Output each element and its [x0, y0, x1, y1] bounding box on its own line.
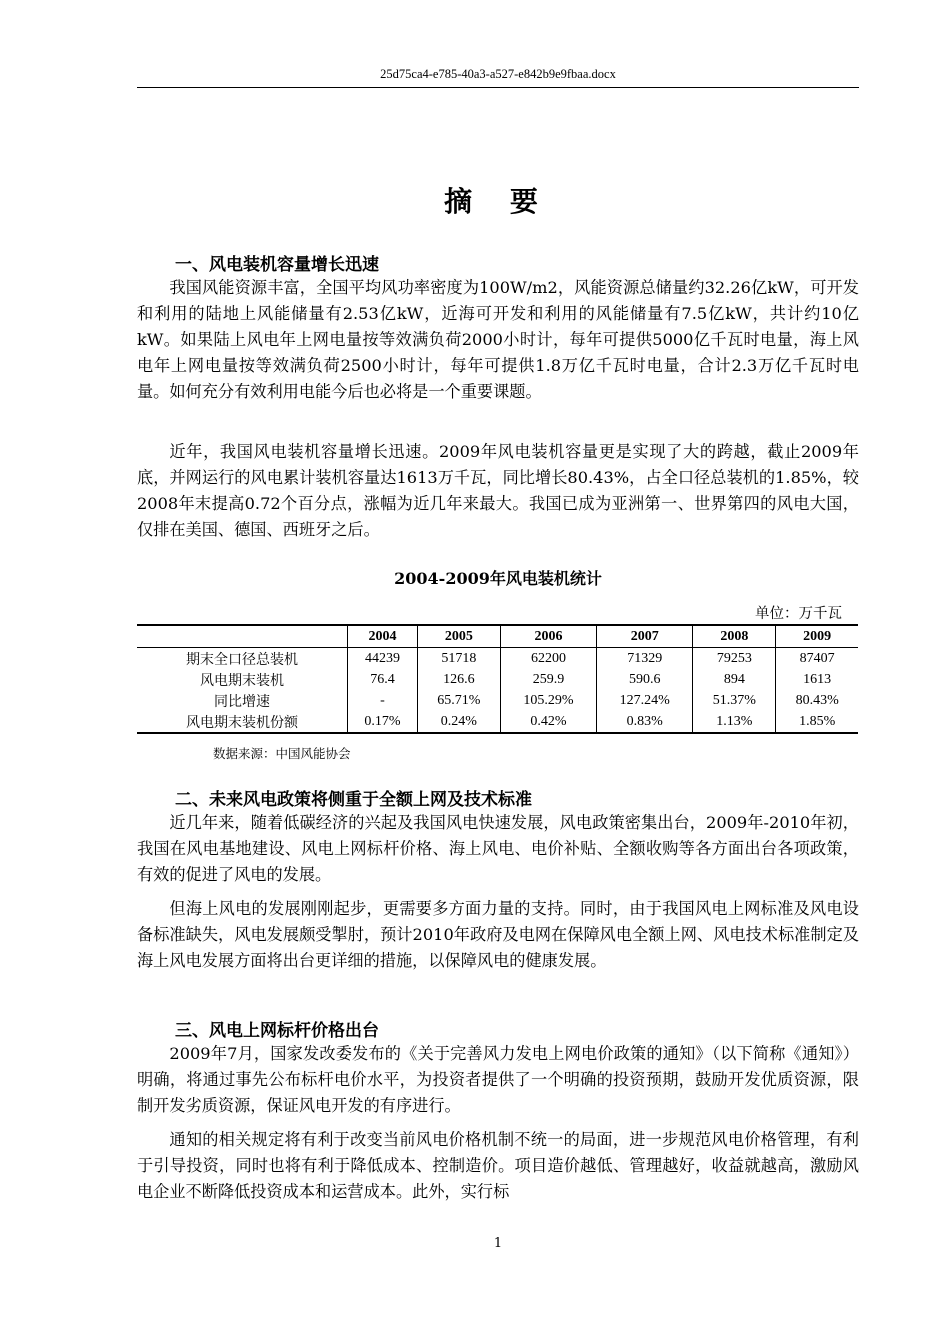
table-header-row	[137, 625, 858, 648]
table-cell: 0.24%	[417, 711, 500, 733]
table-row	[137, 690, 858, 711]
paragraph: 我国风能资源丰富，全国平均风功率密度为100W/m2，风能资源总储量约32.26亿kW，可开发和利用的陆地上风能储量有2.53亿kW，近海可开发和利用的风能储量有7.5亿kW，共计约10亿kW。如果陆上风电年上网电量按等效满负荷2000小时计，每年可提供5000亿千瓦时电量，海上风电年上网电量按等效满负荷2500小时计，每年可提供1.8万亿千瓦时电量，合计2.3万亿千瓦时电量。如何充分有效利用电能今后也必将是一个重要课题。	[137, 278, 859, 401]
table-cell: 1.85%	[776, 711, 858, 733]
page-title: 摘 要	[444, 185, 552, 218]
header-divider	[137, 87, 859, 88]
paragraph: 但海上风电的发展刚刚起步，更需要多方面力量的支持。同时，由于我国风电上网标准及风电设备标准缺失，风电发展颇受掣肘，预计2010年政府及电网在保障风电全额上网、风电技术标准制定及海上风电发展方面将出台更详细的措施，以保障风电的健康发展。	[137, 899, 859, 970]
table-row-label: 同比增速	[214, 693, 270, 710]
section-heading-2: 二、未来风电政策将侧重于全额上网及技术标准	[175, 790, 532, 810]
table-row-label: 风电期末装机份额	[186, 714, 298, 731]
table-row	[137, 711, 858, 733]
table-cell: 62200	[500, 648, 596, 670]
table-cell: 259.9	[500, 669, 596, 690]
table-title: 2004-2009年风电装机统计	[394, 569, 602, 588]
section-heading-1: 一、风电装机容量增长迅速	[175, 255, 379, 275]
table-cell: 0.17%	[348, 711, 418, 733]
table-header-cell	[137, 625, 348, 648]
document-filename: 25d75ca4-e785-40a3-a527-e842b9e9fbaa.docx	[380, 67, 616, 81]
table-header-cell: 2005	[417, 625, 500, 648]
table-cell: 76.4	[348, 669, 418, 690]
table-cell: 0.83%	[597, 711, 693, 733]
table-row-label: 风电期末装机	[200, 672, 284, 689]
paragraph: 通知的相关规定将有利于改变当前风电价格机制不统一的局面，进一步规范风电价格管理，有利于引导投资，同时也将有利于降低成本、控制造价。项目造价越低、管理越好，收益就越高，激励风电企业不断降低投资成本和运营成本。此外，实行标	[137, 1130, 859, 1201]
table-unit: 单位：万千瓦	[755, 606, 842, 622]
table-cell: 87407	[776, 648, 858, 670]
table-cell: 127.24%	[597, 690, 693, 711]
table-cell: 51.37%	[693, 690, 776, 711]
table-header-cell: 2006	[500, 625, 596, 648]
table-cell: 1.13%	[693, 711, 776, 733]
table-cell: 894	[693, 669, 776, 690]
table-header-cell: 2007	[597, 625, 693, 648]
paragraph: 近年，我国风电装机容量增长迅速。2009年风电装机容量更是实现了大的跨越，截止2009年底，并网运行的风电累计装机容量达1613万千瓦，同比增长80.43%，占全口径总装机的1.85%，较2008年末提高0.72个百分点，涨幅为近几年来最大。我国已成为亚洲第一、世界第四的风电大国，仅排在美国、德国、西班牙之后。	[137, 442, 859, 539]
table-header-cell: 2008	[693, 625, 776, 648]
table-cell: -	[348, 690, 418, 711]
table-cell: 590.6	[597, 669, 693, 690]
table-cell: 51718	[417, 648, 500, 670]
table-cell: 71329	[597, 648, 693, 670]
table-header-cell: 2009	[776, 625, 858, 648]
section-heading-3: 三、风电上网标杆价格出台	[175, 1021, 379, 1041]
table-source-note: 数据来源：中国风能协会	[213, 746, 351, 761]
table-cell: 44239	[348, 648, 418, 670]
table-cell: 105.29%	[500, 690, 596, 711]
table-cell: 80.43%	[776, 690, 858, 711]
table-cell: 65.71%	[417, 690, 500, 711]
table-row	[137, 648, 858, 670]
table-cell: 0.42%	[500, 711, 596, 733]
table-header-cell: 2004	[348, 625, 418, 648]
paragraph: 近几年来，随着低碳经济的兴起及我国风电快速发展，风电政策密集出台，2009年-2010年初，我国在风电基地建设、风电上网标杆价格、海上风电、电价补贴、全额收购等各方面出台各项政策，有效的促进了风电的发展。	[137, 813, 859, 884]
page-number: 1	[493, 1236, 503, 1251]
table-cell: 126.6	[417, 669, 500, 690]
wind-installation-table	[137, 624, 858, 734]
table-cell: 79253	[693, 648, 776, 670]
table-row	[137, 669, 858, 690]
table-cell: 1613	[776, 669, 858, 690]
paragraph: 2009年7月，国家发改委发布的《关于完善风力发电上网电价政策的通知》（以下简称《通知》）明确，将通过事先公布标杆电价水平，为投资者提供了一个明确的投资预期，鼓励开发优质资源，限制开发劣质资源，保证风电开发的有序进行。	[137, 1044, 859, 1115]
table-row-label: 期末全口径总装机	[186, 651, 298, 668]
